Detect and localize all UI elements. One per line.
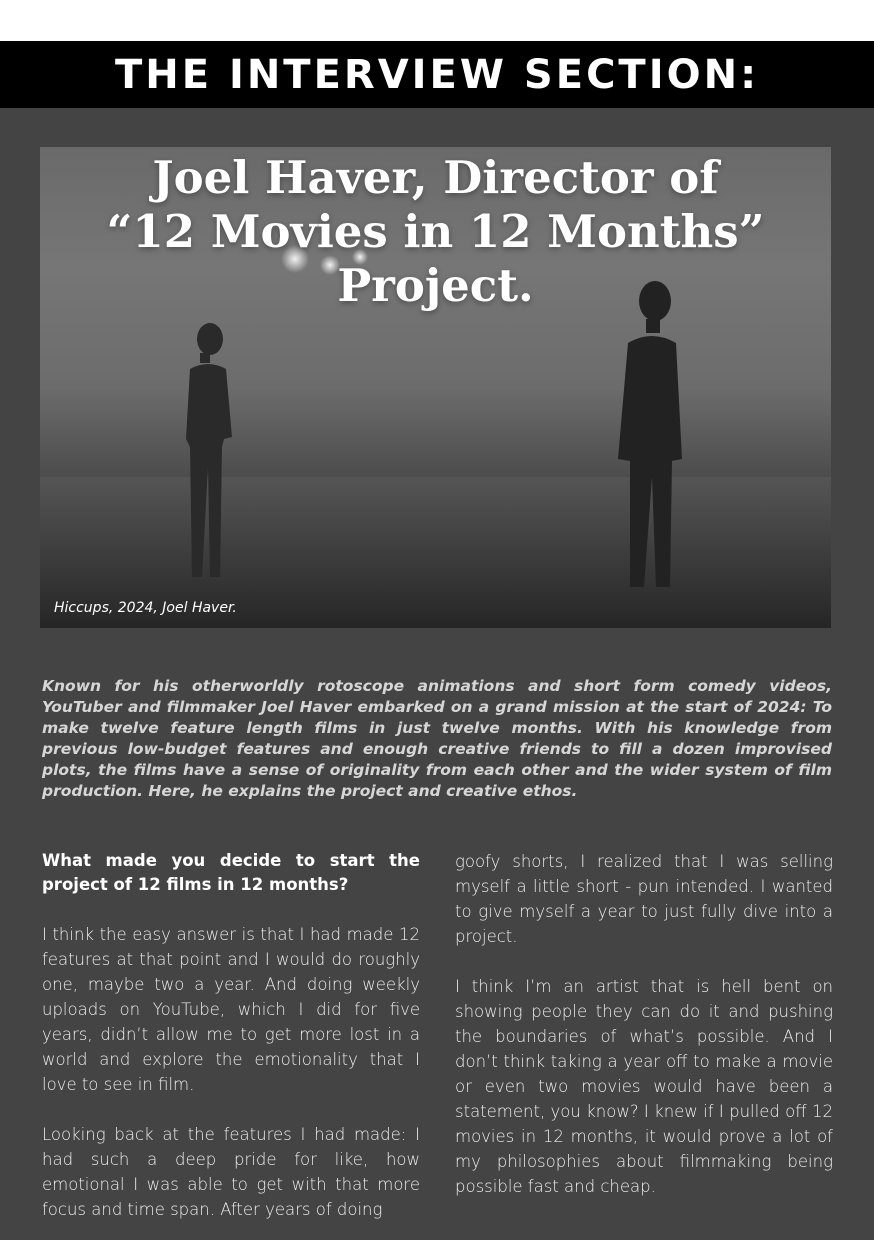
answer-paragraph: I think the easy answer is that I had made 12 features at that point and I would do roughly one, maybe two a year. And doing weekly uploads on YouTube, which I did for five years, didn’t allow me to get more lost in a world and explore the emotionality that I love to see in film. xyxy=(42,925,420,1094)
section-banner-title: THE INTERVIEW SECTION: xyxy=(114,51,760,98)
answer-paragraph: goofy shorts, I realized that I was selling myself a little short - pun intended. I wanted to give myself a year to just fully dive into a project. xyxy=(455,852,833,946)
headline-line-2: “12 Movies in 12 Months” xyxy=(106,205,765,258)
article-headline xyxy=(40,151,831,313)
interview-column-right xyxy=(455,849,833,1224)
headline-line-1: Joel Haver, Director of xyxy=(152,151,719,204)
section-banner xyxy=(0,41,874,108)
hero-photo xyxy=(40,147,831,628)
answer-paragraph: I think I’m an artist that is hell bent on showing people they can do it and pushing the boundaries of what’s possible. And I don’t think taking a year off to make a movie or even two movies would have been a statement, you know? I knew if I pulled off 12 movies in 12 months, it would prove a lot of my philosophies about filmmaking being possible fast and cheap. xyxy=(455,977,833,1196)
answer-paragraph: Looking back at the features I had made: I had such a deep pride for like, how emotional I was able to get with that more focus and time span. After years of doing xyxy=(42,1125,420,1219)
article-intro: Known for his otherworldly rotoscope animations and short form comedy videos, YouTuber and filmmaker Joel Haver embarked on a grand mission at the start of 2024: To make twelve feature length films in just twelve months. With his knowledge from previous low-budget features and enough creative friends to fill a dozen improvised plots, the films have a sense of originality from each other and the wider system of film production. Here, he explains the project and creative ethos. xyxy=(42,677,832,800)
photo-caption: Hiccups, 2024, Joel Haver. xyxy=(54,600,237,616)
interview-column-left xyxy=(42,849,420,1247)
top-margin xyxy=(0,0,874,41)
interview-question: What made you decide to start the project of 12 films in 12 months? xyxy=(42,851,420,894)
headline-line-3: Project. xyxy=(337,259,534,312)
